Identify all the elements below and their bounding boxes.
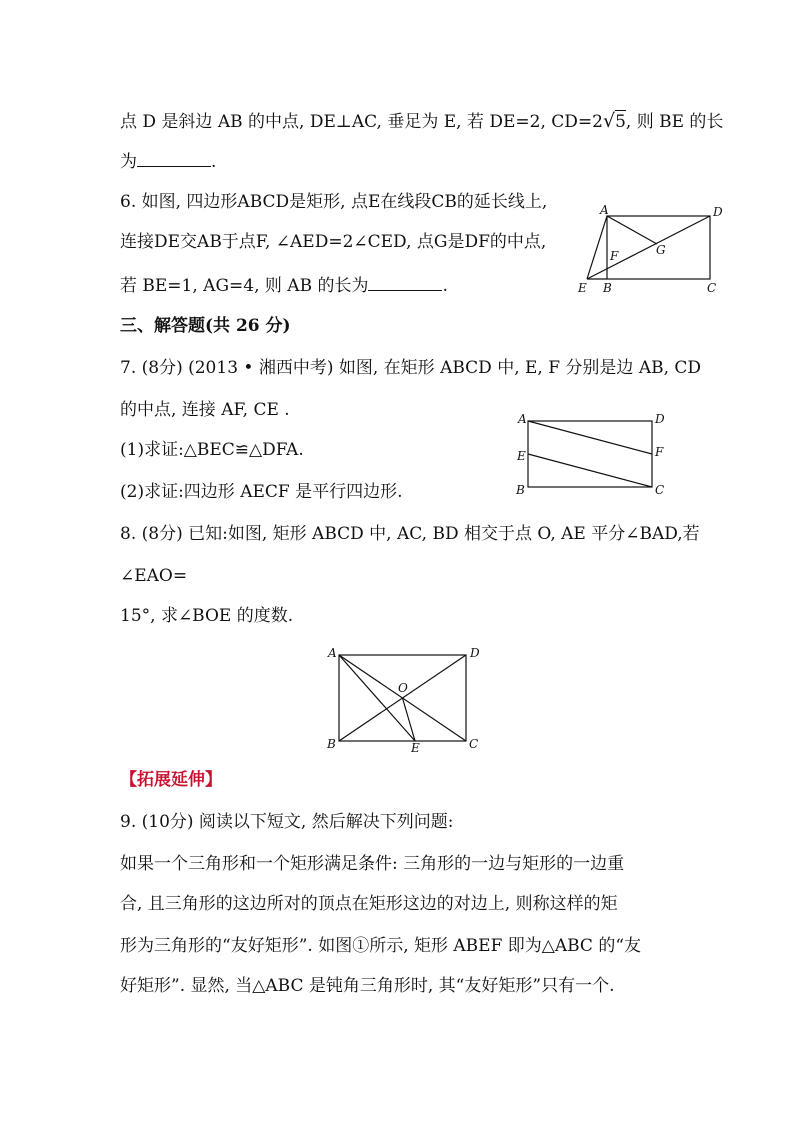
q7-rectangle-abcd	[528, 421, 652, 487]
q6-answer-blank	[368, 276, 442, 291]
sqrt-value: 5	[615, 112, 626, 132]
q6-text-end: .	[442, 276, 448, 296]
q5-answer-blank	[137, 152, 211, 167]
q8-label-b: B	[327, 737, 336, 751]
q5-line1	[120, 112, 723, 131]
q7-label-f: F	[655, 445, 664, 459]
q7-figure	[505, 408, 685, 498]
q5-line2	[120, 152, 216, 171]
q8-label-a: A	[328, 646, 337, 660]
q7-line2: 的中点, 连接 AF, CE .	[120, 400, 290, 420]
q5-text-end: , 则 BE 的长	[625, 112, 724, 132]
q5-answer-suffix: .	[211, 152, 217, 172]
q6-text: 若 BE=1, AG=4, 则 AB 的长为	[120, 276, 369, 296]
q9-line2: 如果一个三角形和一个矩形满足条件: 三角形的一边与矩形的一边重	[120, 854, 625, 874]
q6-line2: 连接DE交AB于点F, ∠AED=2∠CED, 点G是DF的中点,	[120, 232, 547, 252]
q9-line3: 合, 且三角形的这边所对的顶点在矩形这边的对边上, 则称这样的矩	[120, 894, 618, 914]
q7-segment-ec	[528, 454, 652, 487]
q5-text: 点 D 是斜边 AB 的中点, DE⊥AC, 垂足为 E, 若 DE=2, CD=2	[120, 112, 603, 132]
q8-line3: 15°, 求∠BOE 的度数.	[120, 606, 294, 626]
q6-line3	[120, 276, 448, 295]
q6-label-d: D	[713, 205, 723, 219]
q7-line1: 7. (8分) (2013 • 湘西中考) 如图, 在矩形 ABCD 中, E, F 分别是边 AB, CD	[120, 358, 702, 378]
q8-line1: 8. (8分) 已知:如图, 矩形 ABCD 中, AC, BD 相交于点 O, AE 平分∠BAD,若	[120, 524, 700, 544]
q8-label-c: C	[469, 737, 479, 751]
q8-label-d: D	[470, 646, 480, 660]
q6-label-f: F	[610, 249, 619, 263]
q6-figure	[570, 202, 730, 302]
q9-line5: 好矩形”. 显然, 当△ABC 是钝角三角形时, 其“友好矩形”只有一个.	[120, 976, 615, 996]
q8-segment-ae	[339, 655, 415, 741]
q7-part2: (2)求证:四边形 AECF 是平行四边形.	[120, 482, 403, 502]
q7-label-c: C	[655, 483, 665, 497]
q8-line2: ∠EAO=	[120, 566, 188, 586]
q8-label-e: E	[411, 741, 420, 754]
section3-heading: 三、解答题(共 26 分)	[120, 316, 291, 336]
q7-label-b: B	[516, 483, 525, 497]
q6-label-b: B	[603, 281, 612, 295]
q6-label-g: G	[656, 243, 666, 257]
q7-label-e: E	[517, 449, 526, 463]
q8-label-o: O	[398, 681, 408, 695]
q7-part1: (1)求证:△BEC≌△DFA.	[120, 440, 304, 460]
q7-segment-af	[528, 421, 652, 454]
q6-segment-ag	[607, 216, 657, 244]
q6-label-e: E	[578, 281, 587, 295]
q7-label-d: D	[655, 412, 665, 426]
q7-label-a: A	[518, 412, 527, 426]
q9-line4: 形为三角形的“友好矩形”. 如图①所示, 矩形 ABEF 即为△ABC 的“友	[120, 936, 642, 956]
q5-answer-prefix: 为	[120, 152, 137, 172]
q6-label-a: A	[600, 203, 609, 217]
sqrt-symbol: √	[602, 110, 616, 132]
q6-segment-ed	[587, 216, 710, 279]
q6-label-c: C	[707, 281, 717, 295]
q8-figure	[322, 642, 492, 754]
q6-line1: 6. 如图, 四边形ABCD是矩形, 点E在线段CB的延长线上,	[120, 192, 548, 212]
q9-line1: 9. (10分) 阅读以下短文, 然后解决下列问题:	[120, 812, 454, 832]
q6-segment-ea	[587, 216, 607, 279]
extension-heading: 【拓展延伸】	[120, 770, 222, 790]
